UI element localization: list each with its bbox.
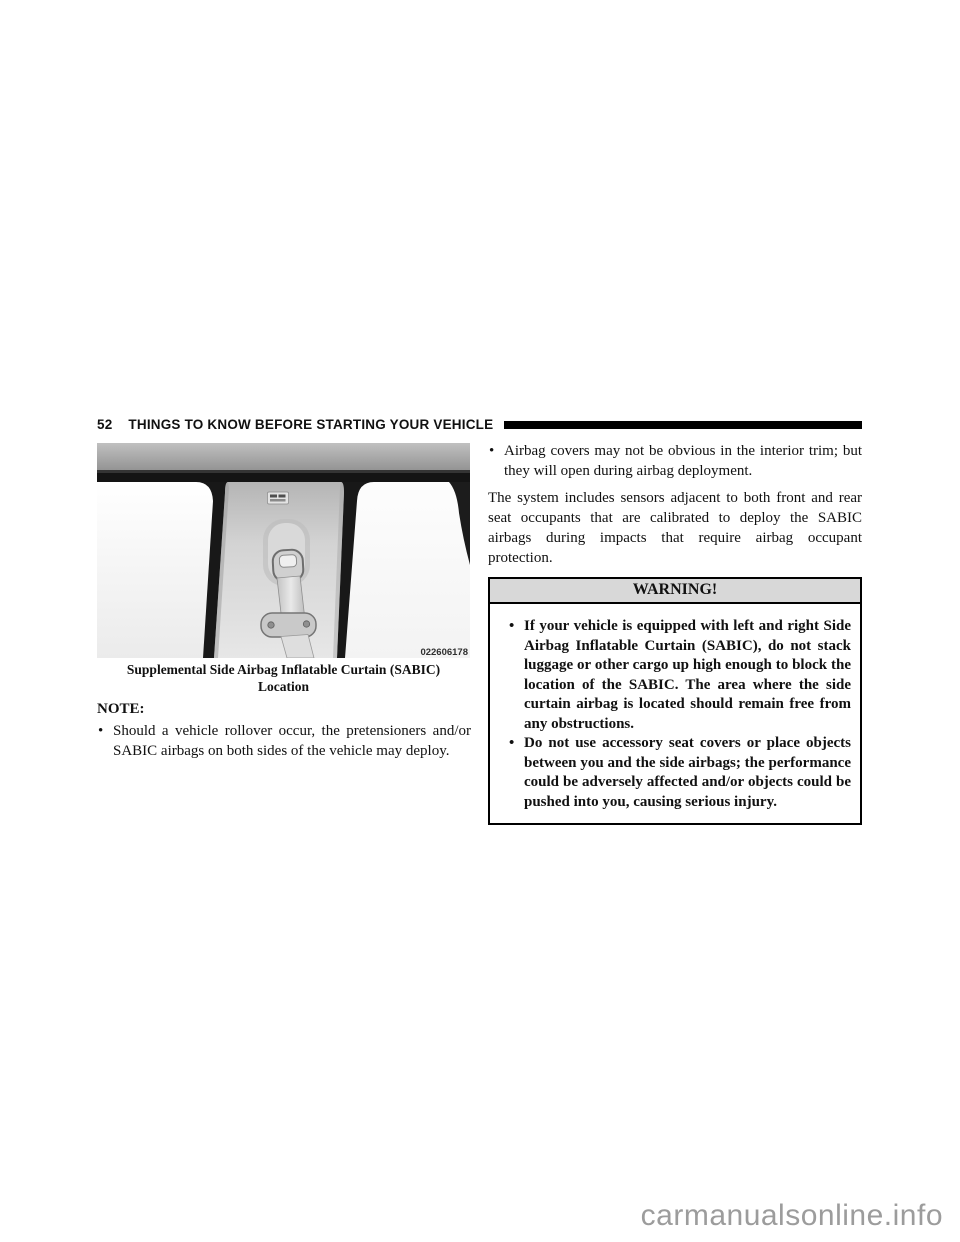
warning-bullet-text: Do not use accessory seat covers or place objects between you and the side airbags; the performance could be adversely affected and/or objects could be pushed into you, causing serious injury. [524, 735, 851, 810]
note-bullet-text: Should a vehicle rollover occur, the pretensioners and/or SABIC airbags on both sides of the vehicle may deploy. [113, 723, 471, 759]
figure-caption-line2: Location [257, 678, 309, 694]
warning-bullet-item [499, 734, 851, 812]
left-window [97, 482, 213, 658]
chapter-title: THINGS TO KNOW BEFORE STARTING YOUR VEHICLE [128, 417, 494, 432]
warning-bullet-text: If your vehicle is equipped with left and right Side Airbag Inflatable Curtain (SABIC), do not stack luggage or other cargo up high enough to block the location of the SABIC. The area where the side curtain airbag is located should remain free from any obstructions. [524, 618, 851, 732]
airbag-covers-bullet-item [488, 441, 862, 481]
note-bullet-item [97, 721, 471, 761]
site-watermark: carmanualsonline.info [640, 1199, 943, 1232]
warning-box [488, 577, 862, 825]
airbag-warning-label [268, 492, 289, 504]
warning-bullet-item [499, 617, 851, 734]
page-number: 52 [97, 417, 113, 432]
bullet-icon: • [509, 735, 515, 751]
figure-image-number: 022606178 [420, 647, 468, 658]
system-sensors-paragraph: The system includes sensors adjacent to both front and rear seat occupants that are calibrated to deploy the SABIC airbags during impacts that require airbag occupant protection. [488, 490, 862, 566]
bullet-icon: • [489, 443, 495, 459]
note-heading: NOTE: [97, 701, 145, 717]
airbag-covers-bullet-text: Airbag covers may not be obvious in the interior trim; but they will open during airbag deployment. [504, 443, 862, 479]
sabic-location-photo [97, 443, 470, 658]
warning-body [490, 604, 860, 823]
bullet-icon: • [98, 723, 104, 739]
warning-title: WARNING! [490, 579, 860, 604]
header-rule-bar [504, 421, 862, 429]
running-header [97, 416, 862, 433]
figure-caption [97, 662, 470, 695]
right-window [345, 482, 470, 658]
roof-headliner [97, 443, 470, 470]
seatbelt-webbing-lower [281, 635, 314, 659]
bullet-icon: • [509, 618, 515, 634]
figure-caption-line1: Supplemental Side Airbag Inflatable Curtain (SABIC) [126, 662, 441, 677]
roof-trim-highlight [97, 470, 470, 473]
